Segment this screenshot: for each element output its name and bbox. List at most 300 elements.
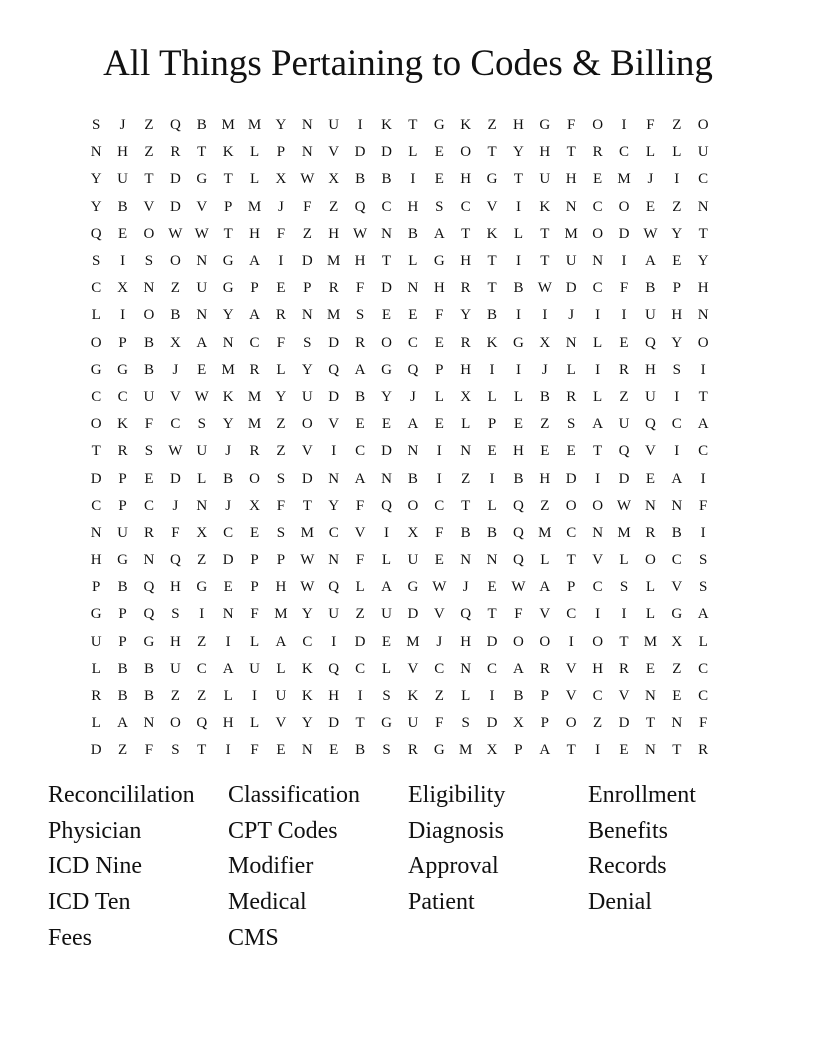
word-bank-item: Enrollment <box>588 782 696 809</box>
grid-letter: N <box>486 552 498 569</box>
grid-letter: R <box>619 361 630 378</box>
grid-letter: E <box>645 660 655 677</box>
grid-letter: R <box>566 388 577 405</box>
grid-letter: G <box>539 117 551 134</box>
grid-letter: H <box>539 144 551 161</box>
grid-letter: S <box>276 524 286 541</box>
grid-letter: N <box>407 443 419 460</box>
grid-letter: I <box>515 307 521 324</box>
grid-letter: C <box>566 606 577 623</box>
grid-letter: O <box>301 416 313 433</box>
grid-letter: Q <box>407 361 419 378</box>
grid-letter: C <box>592 198 603 215</box>
grid-letter: P <box>250 552 259 569</box>
grid-letter: X <box>275 171 287 188</box>
grid-letter: B <box>143 688 154 705</box>
word-bank-item: Fees <box>48 924 92 951</box>
grid-letter: F <box>355 552 365 569</box>
grid-letter: T <box>197 742 207 759</box>
grid-letter: C <box>302 633 313 650</box>
grid-letter: Z <box>672 117 682 134</box>
grid-letter: Q <box>143 606 155 623</box>
grid-letter: M <box>221 117 235 134</box>
grid-letter: F <box>435 307 444 324</box>
grid-letter: I <box>515 253 521 270</box>
grid-letter: V <box>486 198 498 215</box>
grid-letter: I <box>621 117 627 134</box>
grid-letter: P <box>250 579 259 596</box>
grid-letter: U <box>328 117 340 134</box>
grid-letter: N <box>301 144 313 161</box>
grid-letter: H <box>513 117 524 134</box>
grid-letter: Y <box>90 198 102 215</box>
grid-letter: Y <box>697 253 709 270</box>
grid-letter: W <box>643 225 658 242</box>
grid-letter: Z <box>672 198 682 215</box>
grid-letter: P <box>118 497 127 514</box>
grid-letter: R <box>645 524 656 541</box>
grid-letter: D <box>301 470 313 487</box>
grid-letter: F <box>435 715 444 732</box>
grid-letter: A <box>539 579 551 596</box>
grid-letter: N <box>381 470 392 487</box>
grid-letter: N <box>460 552 472 569</box>
grid-letter: R <box>249 361 260 378</box>
grid-letter: L <box>461 416 471 433</box>
grid-letter: T <box>566 742 576 759</box>
grid-letter: C <box>143 497 154 514</box>
grid-letter: H <box>565 171 577 188</box>
grid-letter: V <box>433 606 445 623</box>
grid-letter: L <box>197 470 207 487</box>
grid-letter: G <box>196 579 208 596</box>
grid-letter: G <box>433 742 445 759</box>
grid-letter: E <box>487 579 497 596</box>
grid-letter: T <box>566 552 576 569</box>
word-bank-item: Modifier <box>228 853 314 880</box>
grid-letter: T <box>619 633 629 650</box>
grid-letter: P <box>250 280 259 297</box>
grid-letter: F <box>355 280 365 297</box>
grid-letter: D <box>486 633 498 650</box>
grid-letter: D <box>169 198 181 215</box>
grid-letter: I <box>595 361 601 378</box>
grid-letter: O <box>592 117 604 134</box>
grid-letter: A <box>117 715 128 732</box>
grid-letter: S <box>171 606 180 623</box>
grid-letter: H <box>328 225 340 242</box>
grid-letter: I <box>489 470 495 487</box>
grid-letter: L <box>249 144 260 161</box>
grid-letter: W <box>300 579 315 596</box>
grid-letter: K <box>486 225 498 242</box>
grid-letter: R <box>539 660 550 677</box>
grid-letter: F <box>567 117 576 134</box>
grid-letter: F <box>171 524 180 541</box>
grid-letter: D <box>328 715 340 732</box>
grid-letter: U <box>644 388 656 405</box>
grid-letter: V <box>592 552 604 569</box>
grid-letter: P <box>487 416 497 433</box>
grid-letter: W <box>168 225 183 242</box>
grid-letter: I <box>700 361 706 378</box>
grid-letter: Q <box>618 443 630 460</box>
grid-letter: B <box>487 524 498 541</box>
grid-letter: T <box>144 171 154 188</box>
grid-letter: D <box>618 225 630 242</box>
grid-letter: Y <box>513 144 524 161</box>
grid-letter: Z <box>355 606 365 623</box>
grid-letter: R <box>328 280 339 297</box>
grid-letter: C <box>566 524 577 541</box>
grid-letter: H <box>328 688 340 705</box>
grid-letter: I <box>542 307 548 324</box>
grid-letter: F <box>514 606 523 623</box>
grid-letter: F <box>250 606 259 623</box>
grid-letter: N <box>381 225 392 242</box>
grid-letter: N <box>328 470 340 487</box>
grid-letter: B <box>355 742 366 759</box>
grid-letter: O <box>618 198 630 215</box>
grid-letter: M <box>617 524 631 541</box>
grid-letter: I <box>621 606 627 623</box>
grid-letter: E <box>197 361 207 378</box>
grid-letter: C <box>170 416 181 433</box>
grid-letter: P <box>223 198 233 215</box>
grid-letter: P <box>118 334 127 351</box>
grid-letter: D <box>618 470 630 487</box>
grid-letter: V <box>328 416 340 433</box>
grid-letter: E <box>672 253 682 270</box>
grid-letter: R <box>460 280 471 297</box>
grid-letter: B <box>170 307 181 324</box>
grid-letter: N <box>196 253 208 270</box>
grid-letter: A <box>433 225 445 242</box>
grid-letter: Q <box>644 416 656 433</box>
grid-letter: R <box>619 660 630 677</box>
grid-letter: O <box>143 307 155 324</box>
grid-letter: W <box>194 388 209 405</box>
grid-letter: S <box>567 416 576 433</box>
grid-letter: U <box>381 606 392 623</box>
grid-letter: V <box>618 688 630 705</box>
grid-letter: X <box>249 497 260 514</box>
grid-letter: R <box>355 334 366 351</box>
grid-letter: L <box>91 715 101 732</box>
word-bank-item: Classification <box>228 782 360 809</box>
grid-letter: T <box>487 606 497 623</box>
grid-letter: Y <box>222 416 234 433</box>
grid-letter: B <box>117 198 128 215</box>
grid-letter: N <box>143 280 155 297</box>
grid-letter: M <box>221 361 235 378</box>
grid-letter: I <box>331 443 337 460</box>
grid-letter: T <box>461 225 471 242</box>
grid-letter: G <box>513 334 524 351</box>
grid-letter: U <box>407 715 419 732</box>
grid-letter: D <box>354 144 366 161</box>
grid-letter: Y <box>460 307 472 324</box>
grid-letter: F <box>619 280 629 297</box>
grid-letter: B <box>645 280 656 297</box>
grid-letter: B <box>117 688 128 705</box>
grid-letter: T <box>408 117 418 134</box>
grid-letter: O <box>592 497 604 514</box>
grid-letter: Q <box>169 552 181 569</box>
grid-letter: C <box>487 660 498 677</box>
grid-letter: N <box>697 198 709 215</box>
grid-letter: W <box>300 171 315 188</box>
grid-letter: O <box>565 715 577 732</box>
grid-letter: D <box>169 470 181 487</box>
grid-letter: G <box>222 280 234 297</box>
grid-letter: L <box>593 334 603 351</box>
grid-letter: N <box>407 280 419 297</box>
grid-letter: E <box>381 416 392 433</box>
grid-letter: Q <box>90 225 102 242</box>
grid-letter: D <box>618 715 630 732</box>
grid-letter: C <box>328 524 339 541</box>
grid-letter: I <box>410 171 416 188</box>
grid-letter: L <box>619 552 629 569</box>
grid-letter: H <box>644 361 656 378</box>
grid-letter: P <box>672 280 681 297</box>
word-bank-item: Physician <box>48 817 142 844</box>
grid-letter: G <box>90 606 102 623</box>
grid-letter: T <box>566 144 576 161</box>
grid-letter: F <box>435 524 444 541</box>
grid-letter: U <box>407 552 419 569</box>
grid-letter: T <box>593 443 603 460</box>
grid-letter: V <box>301 443 313 460</box>
grid-letter: L <box>408 253 418 270</box>
grid-letter: S <box>171 742 180 759</box>
grid-letter: V <box>407 660 419 677</box>
grid-letter: V <box>565 688 577 705</box>
grid-letter: D <box>486 715 498 732</box>
grid-letter: H <box>697 280 709 297</box>
grid-letter: E <box>645 198 655 215</box>
grid-letter: O <box>644 552 656 569</box>
grid-letter: W <box>537 280 552 297</box>
grid-letter: U <box>618 416 630 433</box>
grid-letter: F <box>276 497 286 514</box>
grid-letter: I <box>621 253 627 270</box>
grid-letter: O <box>697 117 709 134</box>
grid-letter: V <box>565 660 577 677</box>
word-bank-item: Diagnosis <box>408 817 504 844</box>
grid-letter: R <box>592 144 603 161</box>
grid-letter: C <box>592 280 603 297</box>
grid-letter: T <box>540 225 550 242</box>
grid-letter: O <box>90 416 102 433</box>
grid-letter: D <box>407 606 419 623</box>
grid-letter: Z <box>329 198 339 215</box>
grid-letter: B <box>460 524 471 541</box>
grid-letter: R <box>249 443 260 460</box>
grid-letter: L <box>223 688 233 705</box>
word-bank-item: Patient <box>408 889 475 916</box>
grid-letter: I <box>700 524 706 541</box>
grid-letter: H <box>354 253 366 270</box>
grid-letter: S <box>382 742 391 759</box>
grid-letter: J <box>119 117 126 134</box>
grid-letter: T <box>197 144 207 161</box>
grid-letter: L <box>566 361 576 378</box>
grid-letter: N <box>301 307 313 324</box>
grid-letter: U <box>117 171 128 188</box>
grid-letter: R <box>143 524 154 541</box>
grid-letter: S <box>92 117 101 134</box>
word-bank-item: Approval <box>408 853 499 880</box>
grid-letter: I <box>436 470 442 487</box>
grid-letter: M <box>247 198 262 215</box>
grid-letter: N <box>592 524 604 541</box>
grid-letter: T <box>355 715 365 732</box>
grid-letter: D <box>381 144 392 161</box>
grid-letter: X <box>328 171 340 188</box>
grid-letter: C <box>355 443 366 460</box>
grid-letter: O <box>592 633 604 650</box>
grid-letter: U <box>328 606 340 623</box>
grid-letter: B <box>407 225 418 242</box>
grid-letter: B <box>223 470 234 487</box>
grid-letter: C <box>698 660 709 677</box>
grid-letter: M <box>247 416 262 433</box>
grid-letter: G <box>143 633 155 650</box>
grid-letter: B <box>381 171 392 188</box>
grid-letter: E <box>540 443 550 460</box>
grid-letter: D <box>328 388 340 405</box>
grid-letter: V <box>169 388 181 405</box>
grid-letter: H <box>90 552 102 569</box>
grid-letter: W <box>168 443 183 460</box>
grid-letter: E <box>487 443 497 460</box>
grid-letter: L <box>645 579 655 596</box>
grid-letter: L <box>513 388 524 405</box>
word-bank-item: Benefits <box>588 817 668 844</box>
grid-letter: Y <box>301 715 313 732</box>
grid-letter: I <box>674 443 680 460</box>
grid-letter: O <box>697 334 709 351</box>
grid-letter: B <box>513 470 524 487</box>
grid-letter: R <box>460 334 471 351</box>
grid-letter: P <box>118 470 127 487</box>
grid-letter: C <box>619 144 630 161</box>
grid-letter: M <box>458 742 473 759</box>
grid-letter: E <box>434 334 444 351</box>
grid-letter: Z <box>197 633 207 650</box>
grid-letter: D <box>354 633 366 650</box>
grid-letter: B <box>513 280 524 297</box>
word-search-grid <box>83 112 716 765</box>
grid-letter: Z <box>461 470 471 487</box>
grid-letter: N <box>644 742 656 759</box>
grid-letter: A <box>671 470 683 487</box>
grid-letter: K <box>407 688 419 705</box>
grid-letter: E <box>381 633 392 650</box>
grid-letter: I <box>700 470 706 487</box>
grid-letter: Z <box>276 443 286 460</box>
grid-letter: L <box>91 307 101 324</box>
grid-letter: I <box>278 253 284 270</box>
grid-letter: V <box>671 579 683 596</box>
grid-letter: M <box>538 524 552 541</box>
grid-letter: E <box>434 144 444 161</box>
grid-letter: Z <box>540 497 550 514</box>
grid-letter: X <box>539 334 551 351</box>
grid-letter: B <box>407 470 418 487</box>
grid-letter: I <box>674 171 680 188</box>
grid-letter: D <box>222 552 234 569</box>
grid-letter: U <box>539 171 551 188</box>
grid-letter: J <box>647 171 654 188</box>
grid-letter: L <box>381 552 392 569</box>
grid-letter: G <box>117 552 128 569</box>
grid-letter: I <box>515 198 521 215</box>
grid-letter: Q <box>143 579 155 596</box>
grid-letter: B <box>513 688 524 705</box>
grid-letter: N <box>90 524 102 541</box>
grid-letter: O <box>169 253 181 270</box>
grid-letter: I <box>674 388 680 405</box>
grid-letter: A <box>381 579 392 596</box>
grid-letter: M <box>617 171 631 188</box>
grid-letter: S <box>144 253 154 270</box>
grid-letter: O <box>565 497 577 514</box>
grid-letter: C <box>91 497 102 514</box>
grid-letter: Z <box>144 144 154 161</box>
grid-letter: E <box>672 688 682 705</box>
grid-letter: E <box>329 742 339 759</box>
grid-letter: A <box>222 660 234 677</box>
grid-letter: H <box>222 715 234 732</box>
grid-letter: B <box>355 388 366 405</box>
grid-letter: I <box>595 307 601 324</box>
grid-letter: Y <box>222 307 234 324</box>
grid-letter: L <box>276 361 286 378</box>
page-title: All Things Pertaining to Codes & Billing <box>103 43 713 84</box>
grid-letter: T <box>540 253 550 270</box>
grid-letter: X <box>460 388 472 405</box>
grid-letter: L <box>645 606 655 623</box>
grid-letter: N <box>565 334 577 351</box>
grid-letter: Q <box>513 497 524 514</box>
grid-letter: Z <box>197 688 207 705</box>
grid-letter: U <box>196 280 208 297</box>
grid-letter: I <box>225 633 231 650</box>
grid-letter: Q <box>328 579 340 596</box>
grid-letter: W <box>616 497 632 514</box>
grid-letter: H <box>169 633 181 650</box>
grid-letter: E <box>593 171 603 188</box>
grid-letter: O <box>460 144 472 161</box>
grid-letter: M <box>247 117 262 134</box>
grid-letter: T <box>381 253 392 270</box>
word-bank-item: Denial <box>588 889 652 916</box>
grid-letter: M <box>247 388 262 405</box>
grid-letter: H <box>460 253 472 270</box>
grid-letter: G <box>671 606 683 623</box>
grid-letter: T <box>698 388 708 405</box>
grid-letter: C <box>223 524 234 541</box>
grid-letter: G <box>90 361 102 378</box>
grid-letter: P <box>276 552 286 569</box>
grid-letter: A <box>249 307 260 324</box>
grid-letter: G <box>433 117 445 134</box>
grid-letter: H <box>275 579 287 596</box>
grid-letter: N <box>328 552 340 569</box>
